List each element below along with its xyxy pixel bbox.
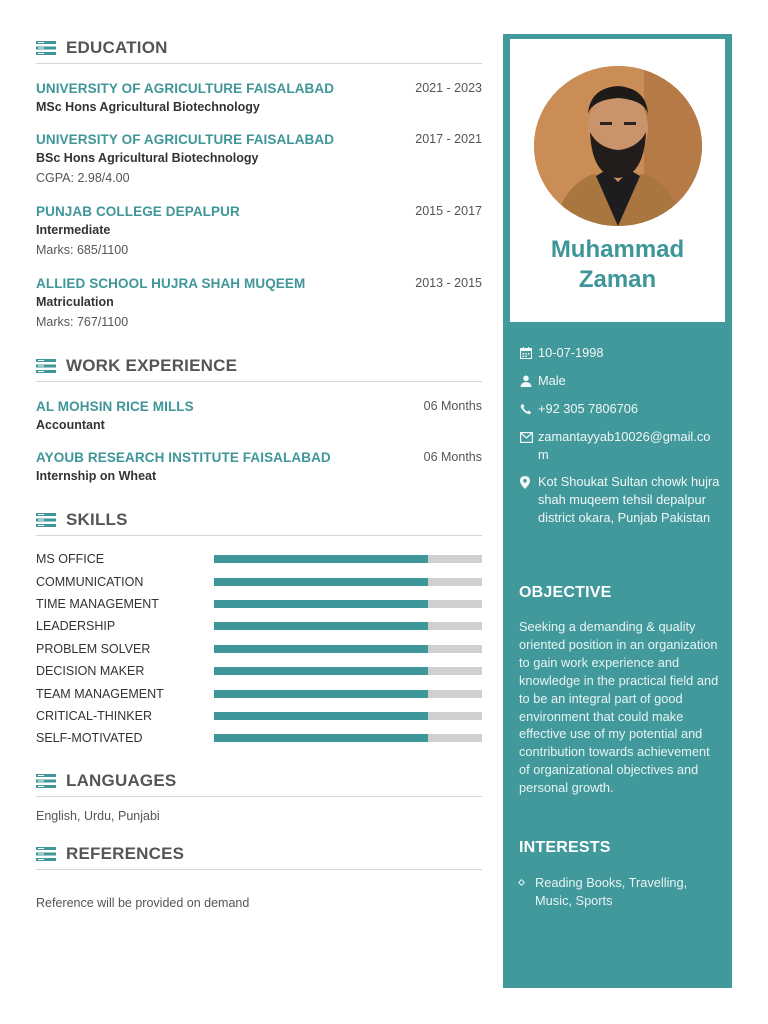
address-text: Kot Shoukat Sultan chowk hujra shah muqeem tehsil depalpur district okara, Punjab Pakistan — [538, 474, 720, 525]
work-entry — [36, 399, 482, 432]
diamond-bullet-icon — [519, 874, 535, 909]
languages-text: English, Urdu, Punjabi — [36, 809, 160, 823]
skill-level-fill — [214, 555, 428, 563]
work-entry — [36, 450, 482, 483]
work-duration: 06 Months — [423, 399, 482, 413]
skill-name: TEAM MANAGEMENT — [36, 686, 164, 701]
skill-level-fill — [214, 645, 428, 653]
skill-name: MS OFFICE — [36, 552, 105, 567]
contact-phone — [520, 400, 720, 418]
gender-text: Male — [538, 373, 566, 388]
phone-text: +92 305 7806706 — [538, 401, 638, 416]
skills-list — [36, 548, 482, 750]
section-title-languages: LANGUAGES — [66, 770, 177, 790]
list-icon — [36, 359, 56, 373]
employer-name: AL MOHSIN RICE MILLS — [36, 399, 194, 414]
education-entry — [36, 276, 482, 329]
skills-header — [36, 508, 482, 536]
entry-date: 2015 - 2017 — [415, 204, 482, 218]
degree-name: Intermediate — [36, 223, 111, 237]
grade-note: Marks: 767/1100 — [36, 315, 129, 329]
skill-level-bar — [214, 645, 482, 653]
grade-note: Marks: 685/1100 — [36, 243, 129, 257]
skill-name: TIME MANAGEMENT — [36, 596, 159, 611]
skill-level-bar — [214, 734, 482, 742]
job-role: Accountant — [36, 418, 105, 432]
skill-level-bar — [214, 555, 482, 563]
skill-row — [36, 570, 482, 592]
skill-name: PROBLEM SOLVER — [36, 641, 151, 656]
entry-date: 2021 - 2023 — [415, 81, 482, 95]
right-sidebar — [503, 34, 732, 988]
section-title-work: WORK EXPERIENCE — [66, 355, 238, 375]
skill-level-bar — [214, 667, 482, 675]
skill-name: LEADERSHIP — [36, 619, 116, 634]
section-title-education: EDUCATION — [66, 37, 168, 57]
contact-gender — [520, 372, 720, 390]
skill-level-bar — [214, 578, 482, 586]
institution-name: PUNJAB COLLEGE DEPALPUR — [36, 204, 240, 219]
profile-name — [510, 235, 725, 295]
education-entry — [36, 204, 482, 257]
skill-level-fill — [214, 734, 428, 742]
section-title-objective: OBJECTIVE — [519, 584, 612, 601]
institution-name: UNIVERSITY OF AGRICULTURE FAISALABAD — [36, 132, 335, 147]
degree-name: BSc Hons Agricultural Biotechnology — [36, 151, 259, 165]
skill-level-fill — [214, 578, 428, 586]
last-name: Zaman — [578, 266, 657, 293]
skill-level-bar — [214, 622, 482, 630]
objective-text: Seeking a demanding & quality oriented position in an organization to gain work experience and knowledge in the practical field and to be an integral part of good environment that could make effective use of my potential and contribution towards achievement of organizational objectives and personal growth. — [519, 619, 719, 796]
skill-name: SELF-MOTIVATED — [36, 731, 143, 746]
list-icon — [36, 774, 56, 788]
skill-name: COMMUNICATION — [36, 574, 144, 589]
interest-text: Reading Books, Travelling, Music, Sports — [535, 875, 688, 908]
skill-level-fill — [214, 712, 428, 720]
list-icon — [36, 41, 56, 55]
education-entry — [36, 81, 482, 114]
entry-date: 2017 - 2021 — [415, 132, 482, 146]
skill-row — [36, 638, 482, 660]
interest-item — [519, 874, 719, 909]
grade-note: CGPA: 2.98/4.00 — [36, 171, 130, 185]
skill-level-bar — [214, 712, 482, 720]
work-header — [36, 354, 482, 382]
degree-name: MSc Hons Agricultural Biotechnology — [36, 100, 260, 114]
languages-header — [36, 769, 482, 797]
references-header — [36, 842, 482, 870]
skill-row — [36, 727, 482, 749]
references-text: Reference will be provided on demand — [36, 896, 250, 910]
calendar-icon — [520, 344, 538, 362]
institution-name: ALLIED SCHOOL HUJRA SHAH MUQEEM — [36, 276, 306, 291]
first-name: Muhammad — [550, 236, 685, 263]
skill-level-fill — [214, 600, 428, 608]
skill-row — [36, 660, 482, 682]
profile-photo-icon — [534, 66, 702, 226]
avatar — [534, 66, 702, 226]
education-header — [36, 36, 482, 64]
skill-row — [36, 548, 482, 570]
contact-address — [520, 473, 720, 527]
degree-name: Matriculation — [36, 295, 114, 309]
section-title-interests: INTERESTS — [519, 839, 611, 856]
skill-row — [36, 615, 482, 637]
institution-name: UNIVERSITY OF AGRICULTURE FAISALABAD — [36, 81, 335, 96]
email-text: zamantayyab10026@gmail.com — [538, 429, 711, 462]
envelope-icon — [520, 428, 538, 446]
skill-level-bar — [214, 690, 482, 698]
contact-dob — [520, 344, 720, 362]
section-title-references: REFERENCES — [66, 843, 185, 863]
skill-level-fill — [214, 667, 428, 675]
skill-level-fill — [214, 690, 428, 698]
education-entry — [36, 132, 482, 185]
section-title-skills: SKILLS — [66, 509, 128, 529]
skill-name: DECISION MAKER — [36, 664, 145, 679]
skill-row — [36, 705, 482, 727]
list-icon — [36, 513, 56, 527]
entry-date: 2013 - 2015 — [415, 276, 482, 290]
dob-text: 10-07-1998 — [538, 345, 604, 360]
skill-name: CRITICAL-THINKER — [36, 708, 152, 723]
skill-row — [36, 593, 482, 615]
work-duration: 06 Months — [423, 450, 482, 464]
phone-icon — [520, 400, 538, 418]
contact-email — [520, 428, 720, 464]
user-icon — [520, 372, 538, 390]
profile-card — [510, 39, 725, 322]
employer-name: AYOUB RESEARCH INSTITUTE FAISALABAD — [36, 450, 331, 465]
skill-level-fill — [214, 622, 428, 630]
list-icon — [36, 847, 56, 861]
map-marker-icon — [520, 473, 538, 491]
job-role: Internship on Wheat — [36, 469, 157, 483]
skill-row — [36, 682, 482, 704]
skill-level-bar — [214, 600, 482, 608]
